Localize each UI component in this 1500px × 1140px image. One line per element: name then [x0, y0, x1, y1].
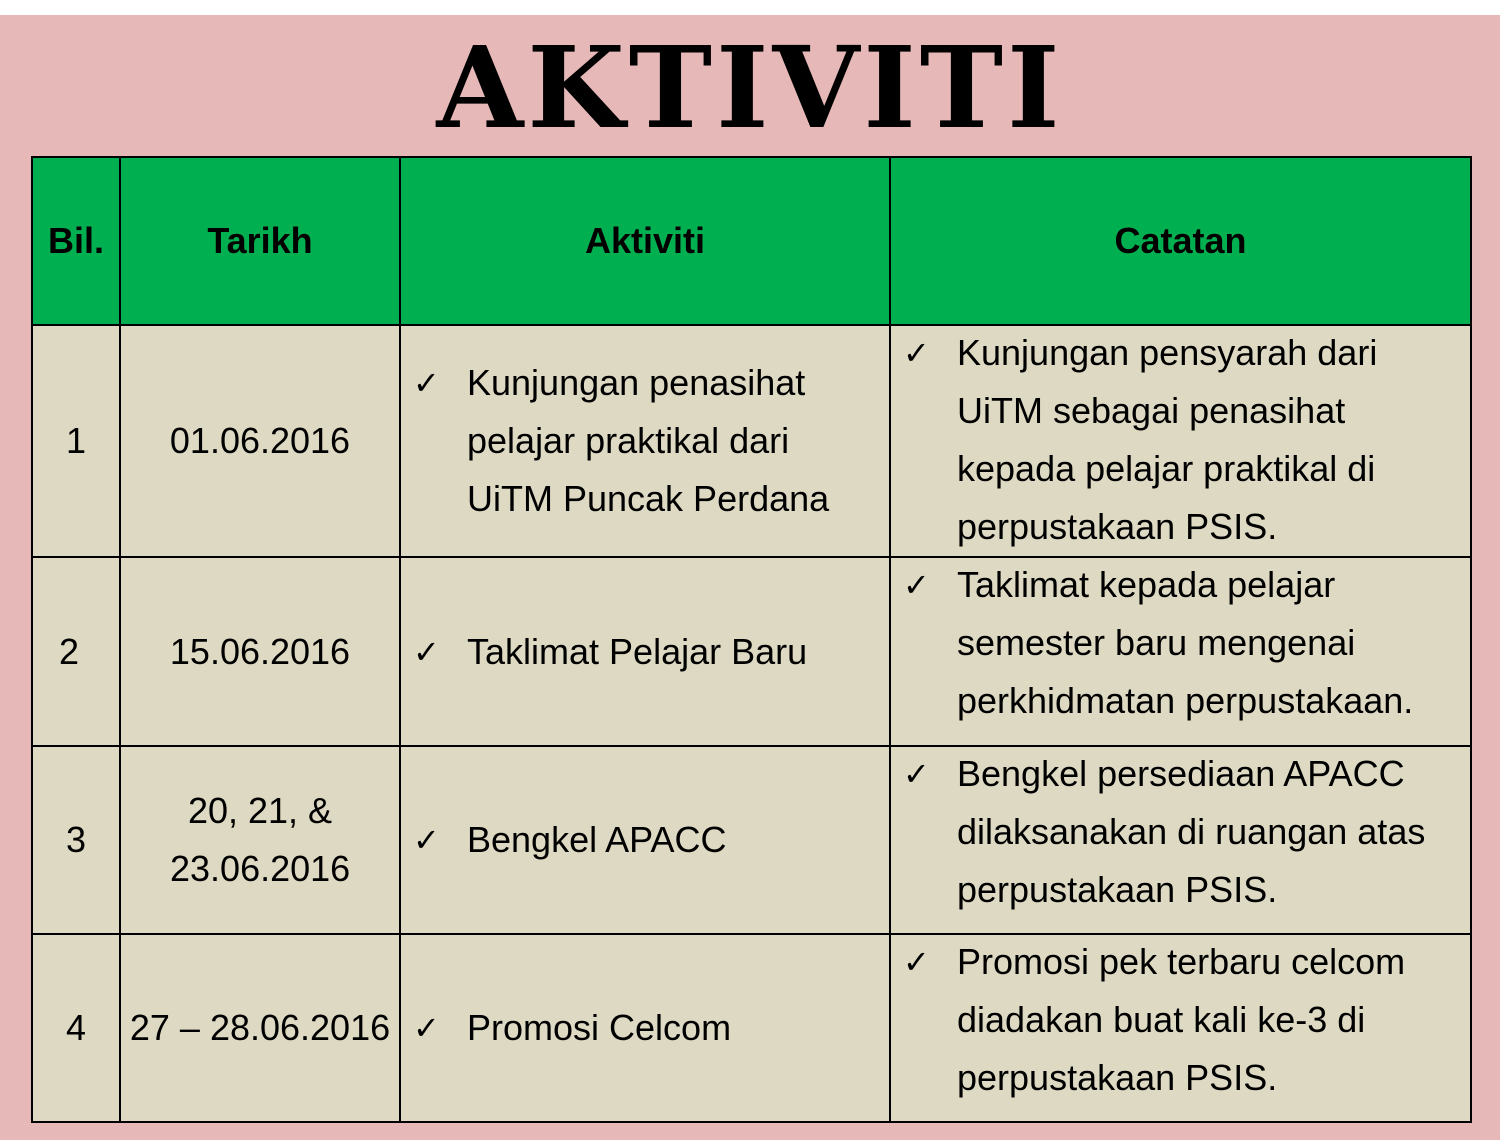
- table-row: [32, 557, 1471, 746]
- checkmark-icon: ✓: [413, 364, 440, 402]
- header-tarikh: Tarikh: [120, 157, 400, 325]
- checkmark-icon: ✓: [903, 755, 930, 793]
- checkmark-icon: ✓: [903, 334, 930, 372]
- catatan-text: Promosi pek terbaru celcom diadakan buat kali ke-3 di perpustakaan PSIS.: [957, 941, 1406, 1098]
- checkmark-icon: ✓: [413, 1009, 440, 1047]
- checkmark-icon: ✓: [413, 632, 440, 671]
- cell-aktiviti: [400, 746, 890, 934]
- activity-table: [31, 156, 1472, 1123]
- cell-bil: 4: [32, 934, 120, 1122]
- cell-tarikh: 15.06.2016: [120, 557, 400, 746]
- cell-catatan: [890, 325, 1471, 557]
- cell-catatan: [890, 746, 1471, 934]
- checkmark-icon: ✓: [903, 943, 930, 981]
- cell-aktiviti: [400, 557, 890, 746]
- aktiviti-text: Taklimat Pelajar Baru: [467, 630, 808, 672]
- cell-aktiviti: [400, 325, 890, 557]
- cell-tarikh: [120, 746, 400, 934]
- table-row: [32, 746, 1471, 934]
- aktiviti-text: Kunjungan penasihat pelajar praktikal dari UiTM Puncak Perdana: [467, 362, 830, 519]
- checkmark-icon: ✓: [413, 821, 440, 859]
- checkmark-icon: ✓: [903, 566, 930, 604]
- header-bil: Bil.: [32, 157, 120, 325]
- slide: [0, 15, 1500, 1140]
- cell-catatan: [890, 557, 1471, 746]
- header-catatan: Catatan: [890, 157, 1471, 325]
- cell-catatan: [890, 934, 1471, 1122]
- catatan-text: Taklimat kepada pelajar semester baru mengenai perkhidmatan perpustakaan.: [957, 564, 1414, 721]
- tarikh-text: 20, 21, & 23.06.2016: [170, 790, 351, 889]
- catatan-text: Kunjungan pensyarah dari UiTM sebagai penasihat kepada pelajar praktikal di perpustakaan PSIS.: [957, 332, 1378, 547]
- aktiviti-text: Bengkel APACC: [467, 819, 727, 860]
- table-row: [32, 325, 1471, 557]
- cell-aktiviti: [400, 934, 890, 1122]
- aktiviti-text: Promosi Celcom: [467, 1007, 732, 1048]
- page-title: AKTIVITI: [436, 23, 1064, 154]
- header-aktiviti: Aktiviti: [400, 157, 890, 325]
- cell-bil: 3: [32, 746, 120, 934]
- cell-bil: 2: [32, 557, 120, 746]
- cell-tarikh: 27 – 28.06.2016: [120, 934, 400, 1122]
- table-row: [32, 934, 1471, 1122]
- cell-bil: 1: [32, 325, 120, 557]
- catatan-text: Bengkel persediaan APACC dilaksanakan di ruangan atas perpustakaan PSIS.: [957, 753, 1426, 910]
- cell-tarikh: 01.06.2016: [120, 325, 400, 557]
- table-header-row: [32, 157, 1471, 325]
